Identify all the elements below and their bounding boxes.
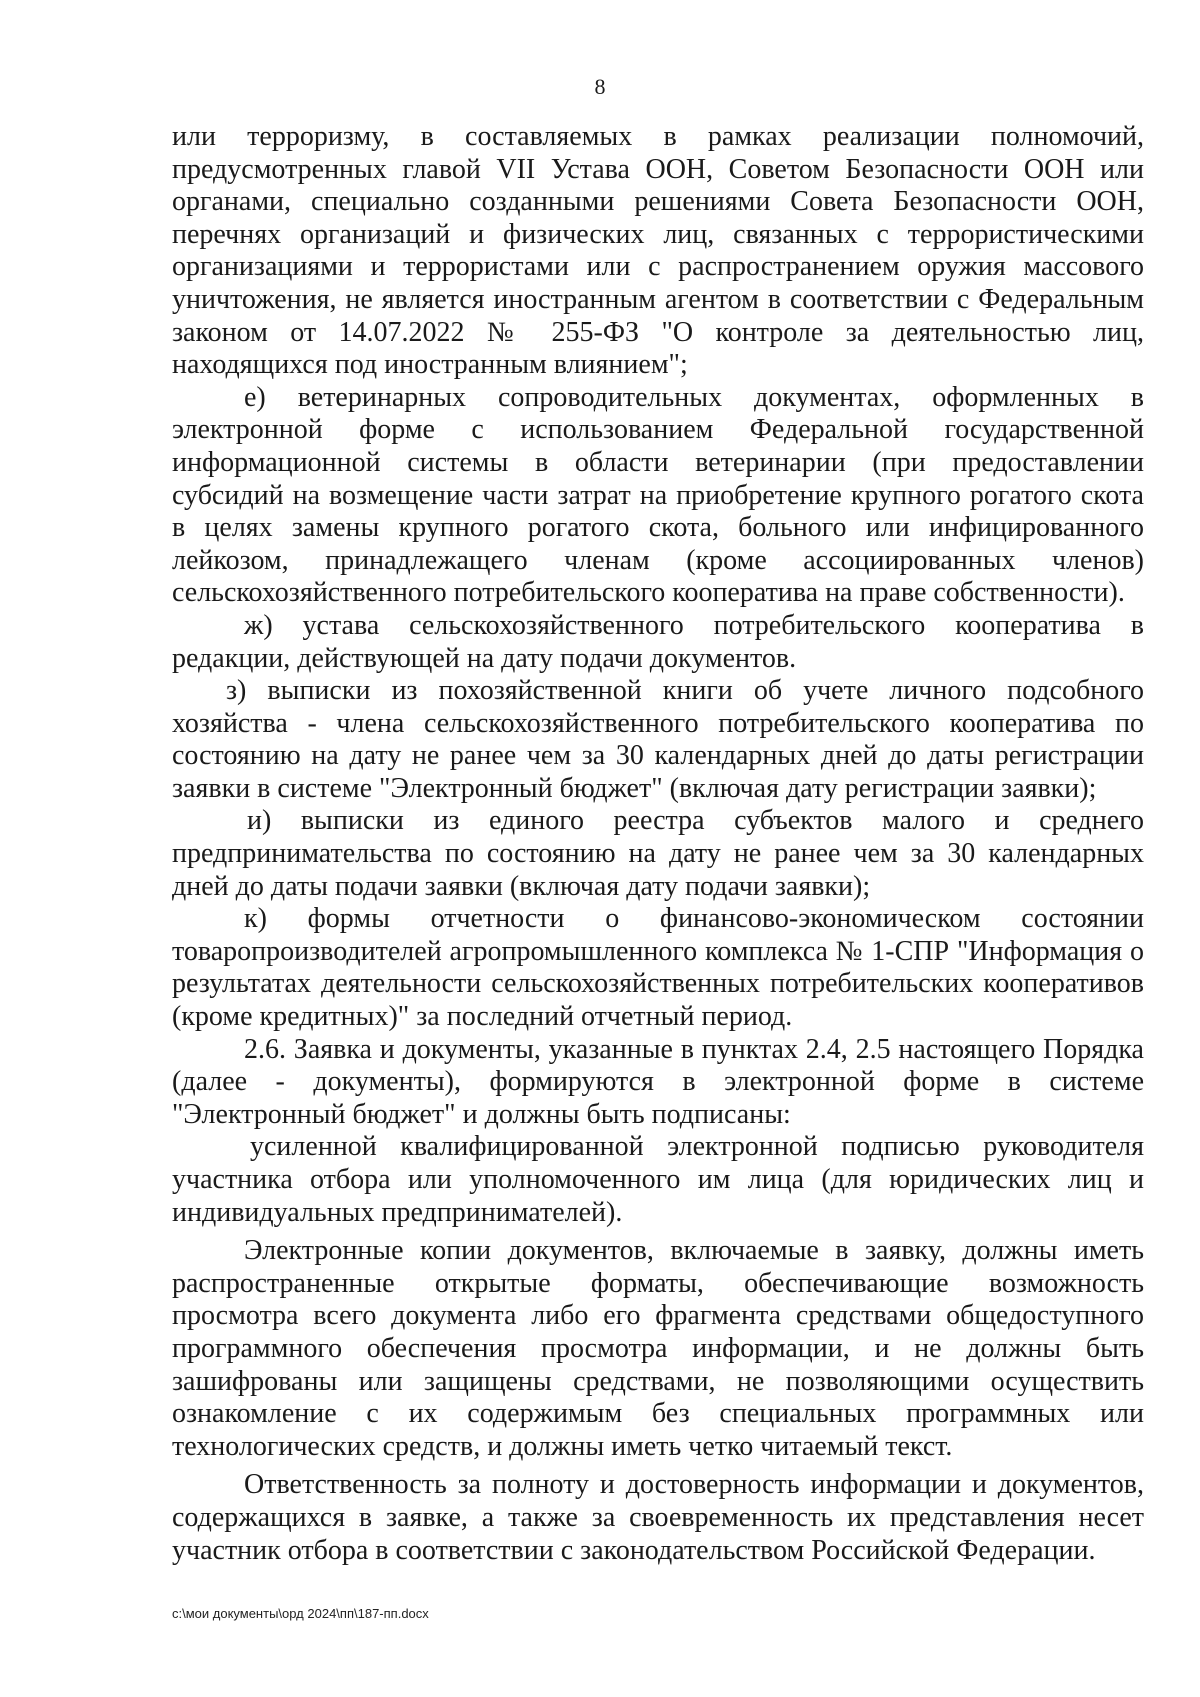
paragraph-continuation: или терроризму, в составляемых в рамках реализации полномочий, предусмотренных главой VII Устава ООН, Советом Безопасности ООН или органами, специально созданными решениями Совета Безопасности ООН, перечнях организаций и физических лиц, связанных с террористическими организациями и террористами или с распространением оружия массового уничтожения, не является иностранным агентом в соответствии с Федеральным законом от 14.07.2022 № 255-ФЗ "О контроле за деятельностью лиц, находящихся под иностранным влиянием"; [172, 121, 1144, 381]
paragraph-item-zh: ж) устава сельскохозяйственного потребительского кооператива в редакции, действующей на дату подачи документов. [172, 609, 1144, 674]
paragraph-electronic-copies: Электронные копии документов, включаемые в заявку, должны иметь распространенные открытые форматы, обеспечивающие возможность просмотра всего документа либо его фрагмента средствами общедоступного программного обеспечения просмотра информации, и не должны быть зашифрованы или защищены средствами, не позволяющими осуществить ознакомление с их содержимым без специальных программных или технологических средств, и должны иметь четко читаемый текст. [172, 1235, 1144, 1462]
paragraph-item-i: и) выписки из единого реестра субъектов малого и среднего предпринимательства по состоянию на дату не ранее чем за 30 календарных дней до даты подачи заявки (включая дату подачи заявки); [172, 805, 1144, 902]
file-path-footer: c:\мои документы\орд 2024\пп\187-пп.docx [172, 1606, 429, 1621]
paragraph-responsibility: Ответственность за полноту и достоверность информации и документов, содержащихся в заявке, а также за своевременность их представления несет участник отбора в соответствии с законодательством Российской Федерации. [172, 1469, 1144, 1566]
paragraph-item-k: к) формы отчетности о финансово-экономическом состоянии товаропроизводителей агропромышленного комплекса № 1-СПР "Информация о результатах деятельности сельскохозяйственных потребительских кооперативов (кроме кредитных)" за последний отчетный период. [172, 903, 1144, 1033]
paragraph-item-z: з) выписки из похозяйственной книги об учете личного подсобного хозяйства - члена сельскохозяйственного потребительского кооператива по состоянию на дату не ранее чем за 30 календарных дней до даты регистрации заявки в системе "Электронный бюджет" (включая дату регистрации заявки); [172, 675, 1144, 804]
document-body [172, 121, 1144, 1567]
paragraph-item-e: е) ветеринарных сопроводительных документах, оформленных в электронной форме с использованием Федеральной государственной информационной системы в области ветеринарии (при предоставлении субсидий на возмещение части затрат на приобретение крупного рогатого скота в целях замены крупного рогатого скота, больного или инфицированного лейкозом, принадлежащего членам (кроме ассоциированных членов) сельскохозяйственного потребительского кооператива на праве собственности). [172, 381, 1144, 609]
paragraph-2-6: 2.6. Заявка и документы, указанные в пунктах 2.4, 2.5 настоящего Порядка (далее - документы), формируются в электронной форме в системе "Электронный бюджет" и должны быть подписаны: [172, 1033, 1144, 1130]
page-number: 8 [594, 74, 606, 99]
paragraph-signature: усиленной квалифицированной электронной подписью руководителя участника отбора или уполномоченного им лица (для юридических лиц и индивидуальных предпринимателей). [172, 1131, 1144, 1228]
